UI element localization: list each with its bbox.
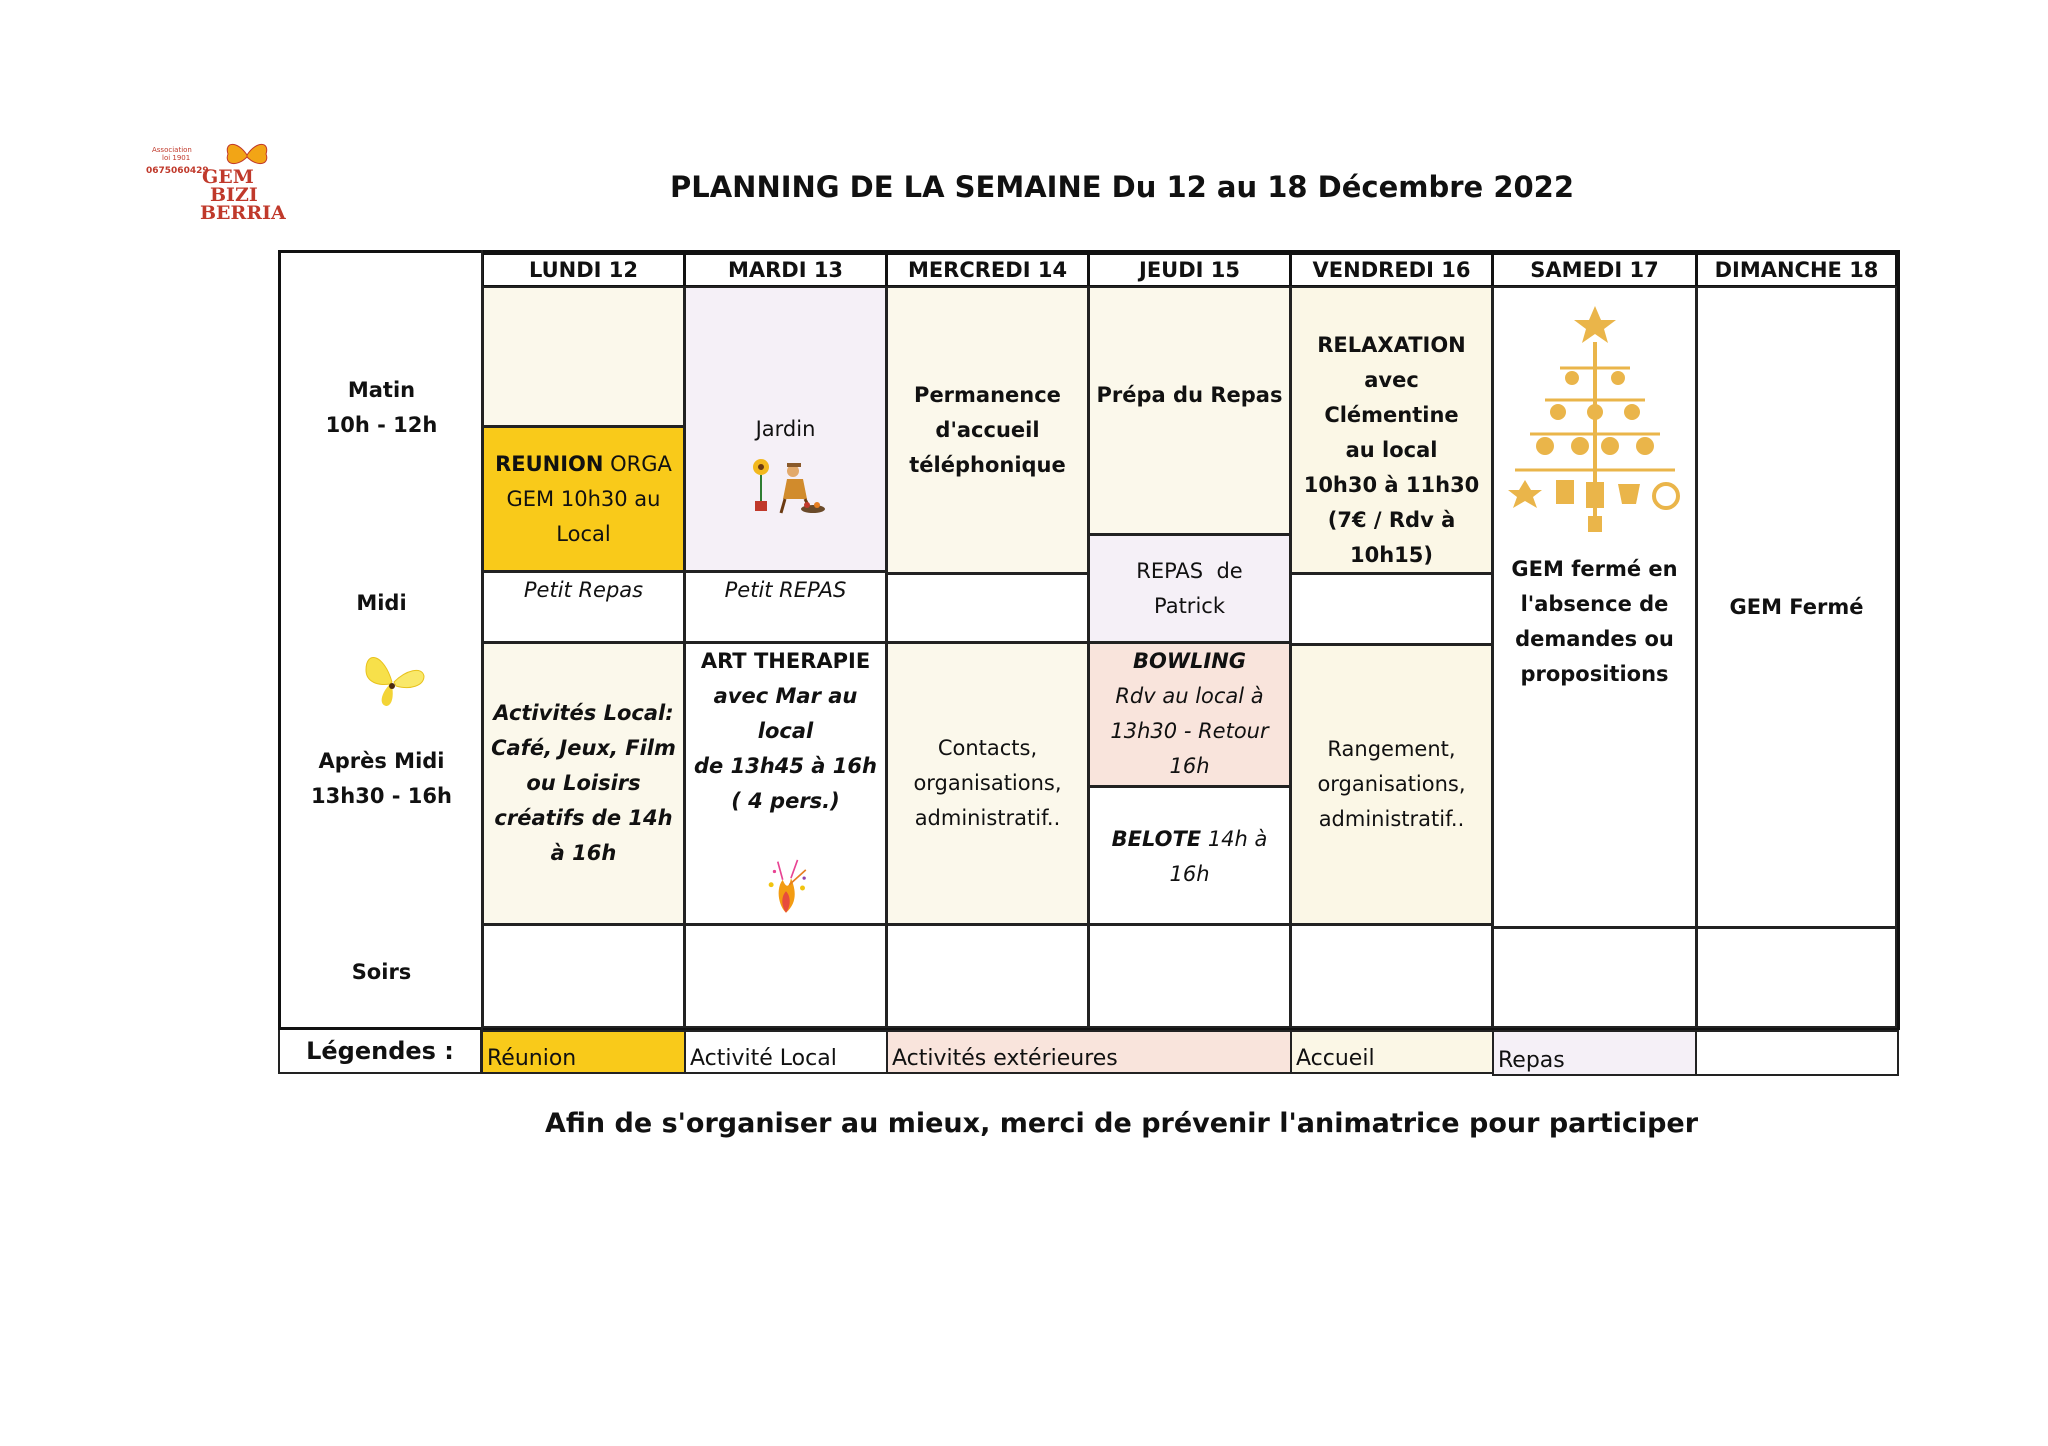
jeudi-matin: Prépa du Repas	[1088, 286, 1291, 535]
row-label-apres-midi-line2: 13h30 - 16h	[311, 784, 452, 808]
row-label-matin-line1: Matin	[347, 378, 416, 402]
lundi-midi: Petit Repas	[482, 571, 685, 643]
legend-repas: Repas	[1492, 1030, 1697, 1076]
vendredi-matin-line4: 10h30 à 11h30	[1303, 473, 1480, 497]
vendredi-am-line2: organisations,	[1317, 772, 1466, 796]
mercredi-matin-line2: d'accueil	[935, 418, 1040, 442]
logo-berria: BERRIA	[200, 202, 286, 224]
legend-activites-exterieures: Activités extérieures	[886, 1030, 1292, 1074]
mercredi-matin-line3: téléphonique	[909, 453, 1066, 477]
vendredi-matin-line1: RELAXATION	[1317, 333, 1466, 357]
vendredi-apres-midi	[1290, 644, 1493, 925]
header-jeudi: JEUDI 15	[1088, 253, 1291, 287]
lundi-reunion-line1: REUNION ORGA	[495, 451, 672, 476]
samedi-line2: l'absence de	[1520, 592, 1669, 616]
jeudi-midi-line2: Patrick	[1153, 593, 1225, 618]
jeudi-belote-line1	[1112, 822, 1268, 857]
row-label-apres-midi-line1: Après Midi	[318, 749, 445, 773]
vendredi-am-line1: Rangement,	[1327, 737, 1456, 761]
paint-splash-icon	[746, 855, 826, 921]
vendredi-matin-line5: (7€ / Rdv à	[1327, 508, 1456, 532]
vendredi-midi	[1290, 573, 1493, 645]
jeudi-soir	[1088, 924, 1291, 1028]
lundi-soir	[482, 924, 685, 1028]
dimanche-soir	[1696, 927, 1897, 1028]
gem-logo	[140, 138, 286, 230]
header-vendredi: VENDREDI 16	[1290, 253, 1493, 287]
header-mardi: MARDI 13	[684, 253, 887, 287]
mercredi-soir	[886, 924, 1089, 1028]
header-dimanche: DIMANCHE 18	[1696, 253, 1897, 287]
row-label-midi: Midi	[356, 591, 407, 615]
legend-empty	[1695, 1030, 1899, 1076]
mardi-am-line2: avec Mar au local	[713, 684, 858, 743]
lundi-apres-midi	[482, 642, 685, 925]
samedi-ferme	[1492, 286, 1697, 928]
mercredi-am-line2: organisations,	[913, 771, 1062, 795]
row-label-matin-line2: 10h - 12h	[325, 413, 438, 437]
samedi-line1: GEM fermé en	[1511, 557, 1678, 581]
lundi-am-line5: à 16h	[550, 841, 617, 865]
jeudi-bowling-line2: Rdv au local à	[1115, 684, 1264, 708]
row-label-matin	[282, 373, 481, 443]
footer-note: Afin de s'organiser au mieux, merci de prévenir l'animatrice pour participer	[545, 1108, 1699, 1139]
mercredi-midi	[886, 573, 1089, 643]
samedi-line4: propositions	[1520, 662, 1669, 686]
row-label-apres-midi	[282, 744, 481, 814]
jeudi-belote-time: 14h à	[1207, 827, 1268, 851]
logo-loi: loi 1901	[162, 154, 191, 162]
samedi-soir	[1492, 927, 1697, 1028]
jeudi-bowling-line3: 13h30 - Retour	[1110, 719, 1269, 743]
gardener-icon	[741, 455, 831, 517]
lundi-reunion-line2: GEM 10h30 au	[506, 486, 661, 511]
logo-gem: GEM	[202, 166, 254, 188]
lundi-am-line2: Café, Jeux, Film	[491, 736, 676, 760]
legend-accueil: Accueil	[1290, 1030, 1494, 1074]
butterfly-icon	[356, 648, 428, 712]
jeudi-midi-line1: REPAS de	[1136, 558, 1243, 583]
vendredi-matin-line3: au local	[1345, 438, 1438, 462]
logo-bizi: BIZI	[210, 184, 258, 206]
header-mercredi: MERCREDI 14	[886, 253, 1089, 287]
vendredi-matin	[1290, 286, 1493, 574]
header-lundi: LUNDI 12	[482, 253, 685, 287]
lundi-am-line4: créatifs de 14h	[494, 806, 673, 830]
mercredi-am-line3: administratif..	[914, 806, 1061, 830]
vendredi-matin-line6: 10h15)	[1350, 543, 1433, 567]
mardi-am-line4: ( 4 pers.)	[731, 789, 840, 813]
lundi-matin-local	[482, 286, 685, 427]
mardi-midi: Petit REPAS	[684, 571, 887, 643]
vendredi-am-line3: administratif..	[1318, 807, 1465, 831]
mercredi-apres-midi	[886, 642, 1089, 925]
logo-association: Association	[152, 146, 192, 154]
header-samedi: SAMEDI 17	[1492, 253, 1697, 287]
jeudi-midi	[1088, 534, 1291, 643]
mercredi-matin-line1: Permanence	[914, 383, 1061, 407]
lundi-reunion	[482, 426, 685, 572]
legend-activite-local: Activité Local	[684, 1030, 888, 1074]
lundi-reunion-line3: Local	[556, 521, 611, 546]
vendredi-soir	[1290, 924, 1493, 1028]
legend-reunion: Réunion	[481, 1030, 686, 1074]
christmas-tree-icon	[1500, 304, 1690, 544]
mardi-am-line3: de 13h45 à 16h	[694, 754, 877, 778]
mardi-matin-label: Jardin	[755, 417, 816, 441]
row-label-soirs: Soirs	[351, 960, 412, 984]
jeudi-belote-title: BELOTE	[1111, 827, 1202, 851]
jeudi-bowling-line4: 16h	[1169, 754, 1210, 778]
lundi-am-line1: Activités Local:	[493, 701, 674, 725]
mardi-matin	[684, 286, 887, 572]
lundi-am-line3: ou Loisirs	[526, 771, 641, 795]
mercredi-am-line1: Contacts,	[937, 736, 1038, 760]
jeudi-belote-line2: 16h	[1169, 862, 1210, 886]
jeudi-belote	[1088, 786, 1291, 925]
mardi-soir	[684, 924, 887, 1028]
mercredi-matin	[886, 286, 1089, 574]
samedi-line3: demandes ou	[1515, 627, 1674, 651]
vendredi-matin-line2: avec Clémentine	[1324, 368, 1459, 427]
jeudi-bowling-line1: BOWLING	[1132, 649, 1247, 673]
legend-label: Légendes :	[278, 1030, 482, 1074]
dimanche-ferme: GEM Fermé	[1696, 286, 1897, 928]
jeudi-bowling	[1088, 642, 1291, 787]
page-title: PLANNING DE LA SEMAINE Du 12 au 18 Décembre 2022	[670, 170, 1575, 204]
logo-phone: 0675060429	[146, 166, 209, 176]
mardi-am-line1: ART THERAPIE	[700, 649, 871, 673]
mardi-apres-midi	[684, 642, 887, 925]
